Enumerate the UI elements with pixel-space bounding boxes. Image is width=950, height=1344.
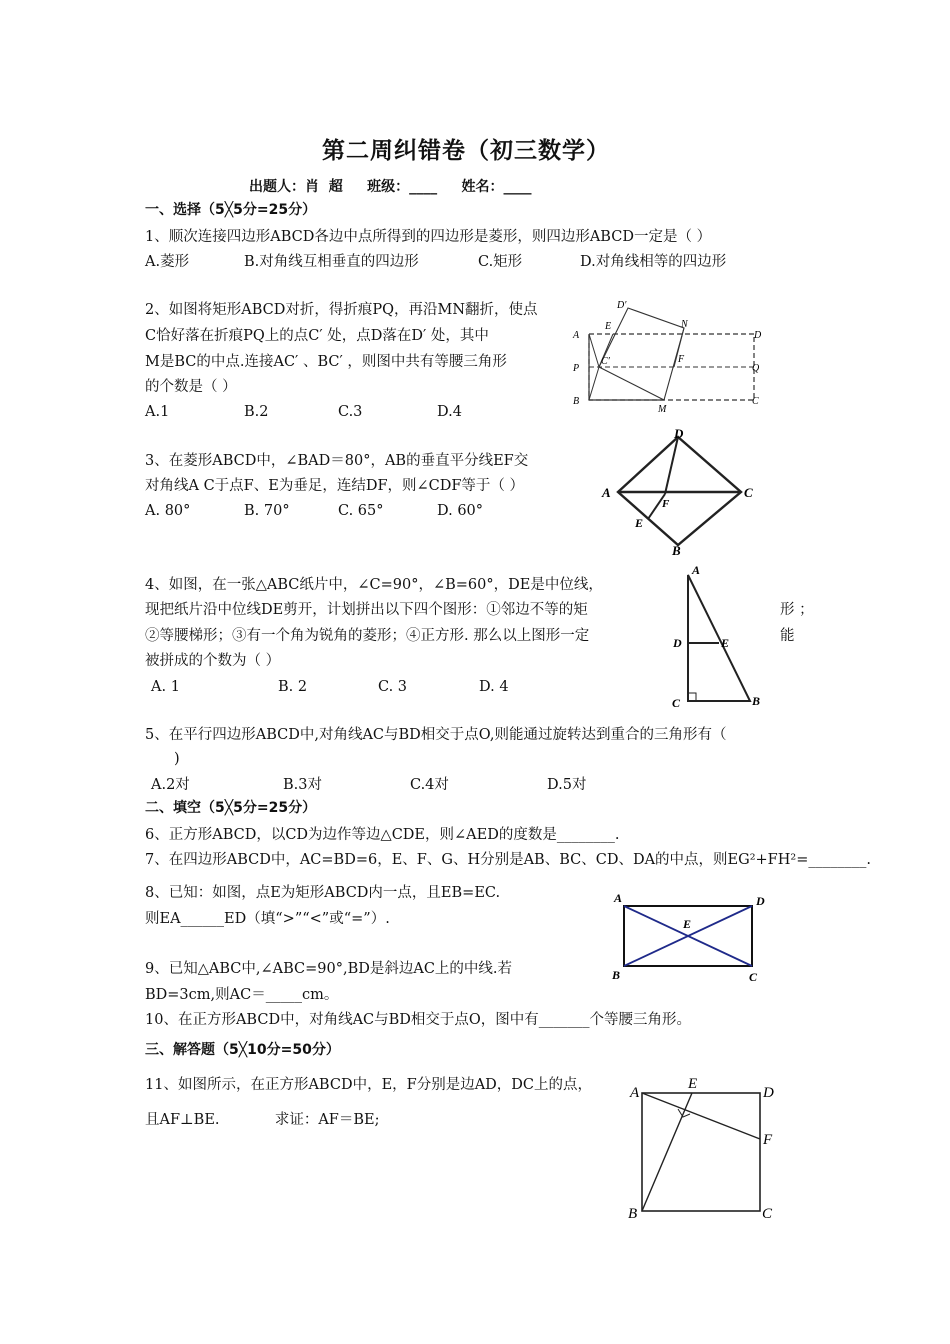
- question-9-line: 9、已知△ABC中,∠ABC=90°,BD是斜边AC上的中线.若: [145, 961, 513, 977]
- page-title: 第二周纠错卷（初三数学）: [322, 138, 610, 164]
- option: A.1: [145, 404, 170, 420]
- question-5-text-cont: ): [174, 751, 180, 767]
- point-label: C: [762, 1206, 773, 1222]
- option: B. 2: [278, 679, 308, 695]
- point-label: D: [756, 894, 765, 908]
- question-5-options: [0, 773, 950, 797]
- point-label: Q: [752, 363, 760, 374]
- question-5-text: 5、在平行四边形ABCD中,对角线AC与BD相交于点O,则能通过旋转达到重合的三角形有（: [145, 727, 727, 743]
- option: D. 60°: [437, 503, 484, 519]
- question-4-line-tail: 能: [780, 628, 795, 644]
- question-1-options: [0, 250, 950, 274]
- point-label: C: [752, 396, 759, 407]
- option: D.4: [437, 404, 462, 420]
- option: C.3: [338, 404, 363, 420]
- point-label: A: [602, 485, 611, 500]
- question-2-line: M是BC的中点.连接AC′ 、BC′ ，则图中共有等腰三角形: [145, 354, 507, 370]
- question-1-text: 1、顺次连接四边形ABCD各边中点所得到的四边形是菱形，则四边形ABCD一定是（ ）: [145, 229, 712, 245]
- point-label: F: [678, 354, 685, 365]
- point-label: A: [573, 330, 580, 341]
- point-label: B: [628, 1206, 638, 1222]
- point-label: C′: [601, 356, 610, 367]
- point-label: B: [573, 396, 580, 407]
- question-11-line: 11、如图所示，在正方形ABCD中，E，F分别是边AD，DC上的点，: [145, 1077, 593, 1093]
- point-label: N: [681, 319, 688, 330]
- figure-11-square: [622, 1075, 782, 1225]
- figure-3-rhombus: [598, 427, 766, 557]
- option: B.对角线互相垂直的四边形: [244, 254, 419, 270]
- point-label: P: [573, 363, 580, 374]
- question-11-line: 且AF⊥BE. 求证：AF＝BE;: [145, 1112, 380, 1128]
- point-label: A: [614, 891, 623, 905]
- question-3-line: 对角线A C于点F、E为垂足，连结DF，则∠CDF等于（ ）: [145, 478, 525, 494]
- point-label: D: [754, 330, 762, 341]
- point-label: E: [635, 516, 644, 530]
- point-label: C: [744, 485, 753, 500]
- point-label: A: [692, 563, 701, 577]
- option: C. 65°: [338, 503, 384, 519]
- option: C.4对: [410, 777, 449, 793]
- point-label: M: [658, 404, 667, 415]
- figure-8-rectangle: [606, 888, 772, 988]
- option: B.3对: [283, 777, 322, 793]
- question-4-line: ②等腰梯形；③有一个角为锐角的菱形；④正方形. 那么以上图形一定: [145, 628, 590, 644]
- point-label: E: [688, 1076, 698, 1092]
- point-label: B: [752, 694, 761, 708]
- point-label: F: [662, 498, 670, 510]
- point-label: A: [630, 1085, 640, 1101]
- point-label: E: [721, 636, 730, 650]
- question-4-line: 被拼成的个数为（ ）: [145, 653, 281, 669]
- question-2-options: [0, 400, 560, 424]
- question-4-line: 现把纸片沿中位线DE剪开，计划拼出以下四个图形：①邻边不等的矩: [145, 602, 588, 618]
- option: B.2: [244, 404, 269, 420]
- option: C.矩形: [478, 254, 523, 270]
- question-6-text: 6、正方形ABCD，以CD为边作等边△CDE，则∠AED的度数是________.: [145, 827, 620, 843]
- point-label: C: [672, 696, 681, 710]
- point-label: D: [673, 636, 682, 650]
- option: D.5对: [547, 777, 587, 793]
- figure-4-right-triangle: [668, 563, 768, 713]
- point-label: D′: [617, 300, 627, 311]
- section-heading-solve: 三、解答题（5╳10分=50分）: [145, 1042, 340, 1058]
- section-heading-fill: 二、填空（5╳5分=25分）: [145, 800, 317, 816]
- point-label: B: [612, 968, 621, 982]
- point-label: E: [605, 321, 612, 332]
- question-8-line: 8、已知：如图，点E为矩形ABCD内一点，且EB=EC.: [145, 885, 501, 901]
- question-10-text: 10、在正方形ABCD中，对角线AC与BD相交于点O，图中有_______个等腰三角形。: [145, 1012, 692, 1028]
- option: A. 1: [151, 679, 180, 695]
- option: B. 70°: [244, 503, 290, 519]
- option: D. 4: [479, 679, 509, 695]
- question-4-options: [0, 675, 560, 699]
- point-label: E: [683, 917, 692, 931]
- point-label: D: [674, 426, 684, 441]
- question-9-line: BD=3cm,则AC＝_____cm。: [145, 987, 339, 1003]
- question-3-options: [0, 499, 560, 523]
- question-4-line: 4、如图，在一张△ABC纸片中，∠C=90°，∠B=60°，DE是中位线，: [145, 577, 603, 593]
- figure-2-folded-rectangle: [568, 296, 768, 418]
- point-label: D: [763, 1085, 774, 1101]
- point-label: B: [672, 543, 681, 558]
- question-7-text: 7、在四边形ABCD中，AC=BD=6，E、F、G、H分别是AB、BC、CD、DA的中点，则EG²+FH²=________.: [145, 852, 871, 868]
- question-2-line: 2、如图将矩形ABCD对折，得折痕PQ，再沿MN翻折，使点: [145, 302, 538, 318]
- question-3-line: 3、在菱形ABCD中，∠BAD＝80°，AB的垂直平分线EF交: [145, 453, 529, 469]
- option: D.对角线相等的四边形: [580, 254, 727, 270]
- option: A.2对: [151, 777, 190, 793]
- point-label: C: [749, 970, 758, 984]
- point-label: F: [763, 1132, 773, 1148]
- option: A. 80°: [145, 503, 191, 519]
- option: A.菱形: [145, 254, 190, 270]
- question-2-line: C恰好落在折痕PQ上的点C′ 处，点D落在D′ 处，其中: [145, 328, 489, 344]
- question-4-line-tail: 形 ；: [780, 602, 814, 618]
- author-info: 出题人：肖 超 班级：____ 姓名：____: [249, 179, 532, 195]
- question-2-line: 的个数是（ ）: [145, 379, 237, 395]
- option: C. 3: [378, 679, 408, 695]
- section-heading-choice: 一、选择（5╳5分=25分）: [145, 202, 317, 218]
- question-8-line: 则EA______ED（填“>”“<”或“=”）.: [145, 911, 390, 927]
